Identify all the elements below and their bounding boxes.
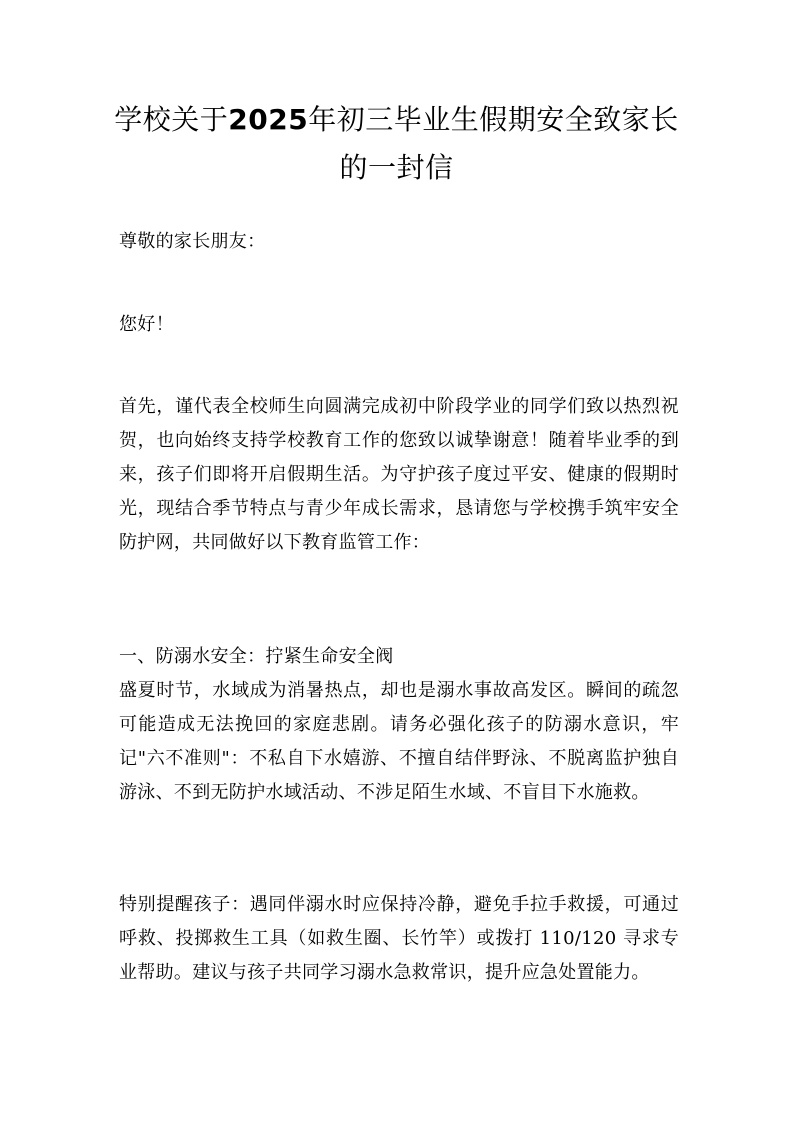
greeting: 您好！ <box>119 314 174 335</box>
title-part-2: 年初三毕业生假期安全致家长的一封信 <box>308 103 679 184</box>
intro-paragraph: 首先，谨代表全校师生向圆满完成初中阶段学业的同学们致以热烈祝贺，也向始终支持学校教育工作的您致以诚挚谢意！随着毕业季的到来，孩子们即将开启假期生活。为守护孩子度过平安、健康的假期时光，现结合季节特点与青少年成长需求，恳请您与学校携手筑牢安全防护网，共同做好以下教育监管工作： <box>119 396 679 553</box>
section-1-heading: 一、防溺水安全：拧紧生命安全阀 <box>119 646 394 667</box>
salutation: 尊敬的家长朋友： <box>119 231 266 252</box>
title-year: 2025 <box>228 103 309 136</box>
title-part-1: 学校关于 <box>114 103 229 136</box>
section-1-note: 特别提醒孩子：遇同伴溺水时应保持冷静，避免手拉手救援，可通过呼救、投掷救生工具（如救生圈、长竹竿）或拨打 110/120 寻求专业帮助。建议与孩子共同学习溺水急救常识，提升应急处置能力。 <box>119 894 679 983</box>
document-title <box>110 96 683 192</box>
section-1-body: 盛夏时节，水域成为消暑热点，却也是溺水事故高发区。瞬间的疏忽可能造成无法挽回的家庭悲剧。请务必强化孩子的防溺水意识，牢记"六不准则"：不私自下水嬉游、不擅自结伴野泳、不脱离监护独自游泳、不到无防护水域活动、不涉足陌生水域、不盲目下水施救。 <box>119 680 679 803</box>
